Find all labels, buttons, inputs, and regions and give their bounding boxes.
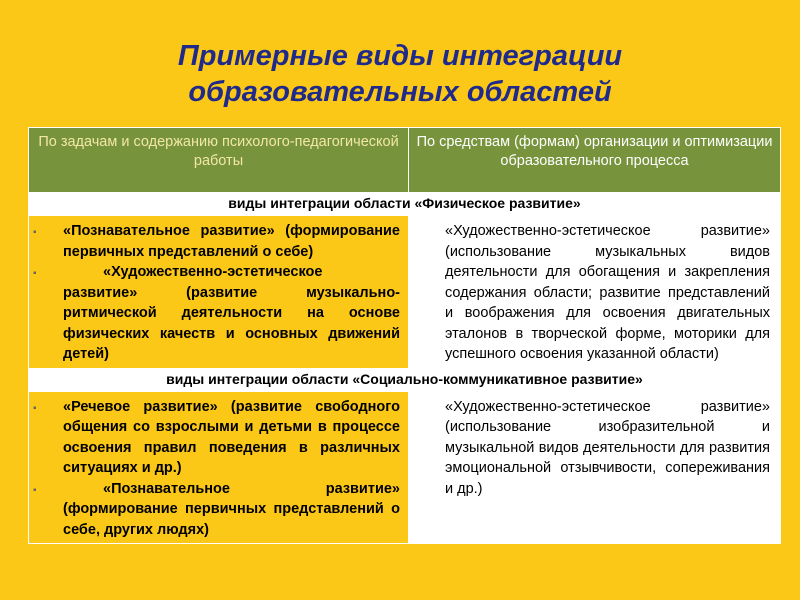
header-means-forms: По средствам (формам) организации и оптимизации образовательного процесса <box>409 128 781 193</box>
right-cell-social <box>409 391 781 544</box>
bullet-icon: ▪ <box>33 227 37 238</box>
list-item <box>33 479 400 541</box>
section-row-social <box>29 368 781 391</box>
section-title-social: виды интеграции области «Социально-коммуникативное развитие» <box>29 368 781 391</box>
section-title-physical: виды интеграции области «Физическое развитие» <box>29 193 781 216</box>
page-title-line2: образовательных областей <box>188 76 612 108</box>
list-item <box>33 262 400 365</box>
left-cell-social <box>29 391 409 544</box>
content-row-physical <box>29 216 781 369</box>
table-header-row <box>29 128 781 193</box>
content-row-social <box>29 391 781 544</box>
list-item-text: «Речевое развитие» (развитие свободного общения со взрослыми и детьми в процессе освоения правил поведения в различных ситуациях и др.) <box>63 398 400 476</box>
bullet-icon: ▪ <box>33 402 37 414</box>
section-row-physical <box>29 193 781 216</box>
page-title-line1: Примерные виды интеграции <box>177 40 623 72</box>
list-item-text: «Художественно-эстетическое развитие» (развитие музыкально-ритмической деятельности на основе физических качеств и основных движений детей) <box>63 264 400 362</box>
page-title <box>0 38 800 110</box>
list-item-text: «Познавательное развитие» (формирование первичных представлений о себе, других людях) <box>63 480 400 538</box>
right-cell-physical <box>409 216 781 369</box>
right-cell-text: «Художественно-эстетическое развитие» (использование изобразительной и музыкальной видов деятельности для развития эмоциональной отзывчивости, сопереживания и др.) <box>445 398 770 497</box>
header-tasks-content: По задачам и содержанию психолого-педагогической работы <box>29 128 409 193</box>
bullet-icon: ▪ <box>33 484 37 496</box>
list-item-text: «Познавательное развитие» (формирование первичных представлений о себе) <box>63 223 400 260</box>
integration-table <box>28 127 781 544</box>
list-item <box>33 221 400 262</box>
right-cell-text: «Художественно-эстетическое развитие» (использование музыкальных видов деятельности для обогащения и закрепления содержания области; развитие представлений и воображения для освоения двигательных эталонов в творческой форме, моторики для успешного освоения указанной области) <box>445 223 770 362</box>
list-item <box>33 397 400 479</box>
bullet-icon: ▪ <box>33 268 37 279</box>
left-cell-physical <box>29 216 409 369</box>
